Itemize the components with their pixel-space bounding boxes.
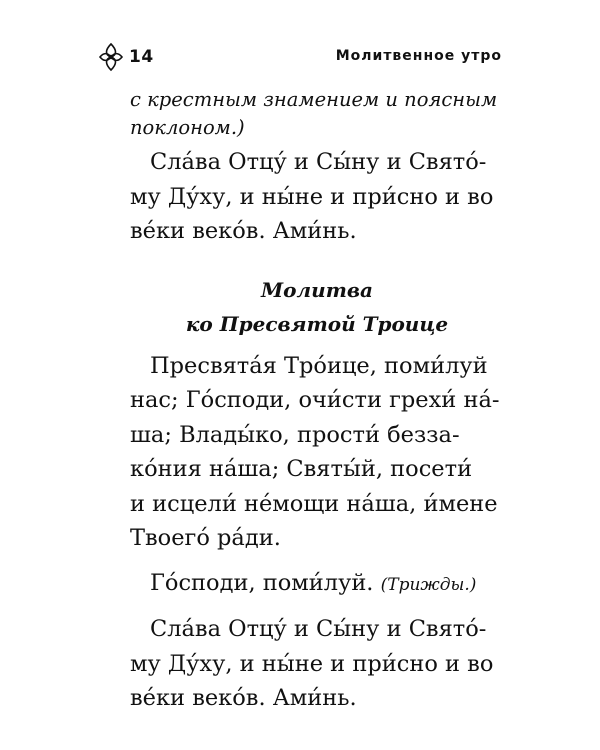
text-line: му Ду́ху, и ны́не и при́сно и во [130,183,494,210]
kyrie-text: Го́споди, поми́луй. [150,569,374,596]
text-line: му Ду́ху, и ны́не и при́сно и во [130,650,494,677]
text-line: нас; Го́споди, очи́сти грехи́ на́- [130,387,500,413]
text-line: Сла́ва Отцу́ и Сы́ну и Свято́- [150,616,487,642]
text-line: ве́ки веко́в. Ами́нь. [130,218,357,244]
heading-line: Молитва [261,277,373,302]
page-number: 14 [129,47,154,67]
gloria-paragraph-1 [130,145,504,249]
kyrie-paragraph [130,566,504,603]
text-line: Пресвята́я Тро́ице, поми́луй [150,352,488,379]
trinity-prayer-paragraph [130,349,504,556]
running-title: Молитвенное утро [335,48,502,64]
heading-line: ко Пресвятой Троице [185,311,449,336]
instruction-line: поклоном.) [130,116,245,139]
instruction-text [130,86,504,142]
page-header [98,40,502,74]
instruction-line: с крестным знамением и поясным [130,88,498,111]
fleuron-icon [98,42,124,72]
text-line: и исцели́ не́мощи на́ша, и́мене [130,490,498,517]
text-line: ко́ния на́ша; Святы́й, посети́ [130,456,473,482]
gloria-paragraph-2 [130,612,504,716]
text-line: Сла́ва Отцу́ и Сы́ну и Свято́- [150,149,487,175]
text-line: ша; Влады́ко, прости́ безза- [130,421,460,448]
text-line: Твоего́ ра́ди. [130,525,281,551]
text-line: ве́ки веко́в. Ами́нь. [130,685,357,711]
page-content [130,86,504,716]
prayer-heading [130,273,504,341]
repeat-note: (Трижды.) [380,574,477,595]
